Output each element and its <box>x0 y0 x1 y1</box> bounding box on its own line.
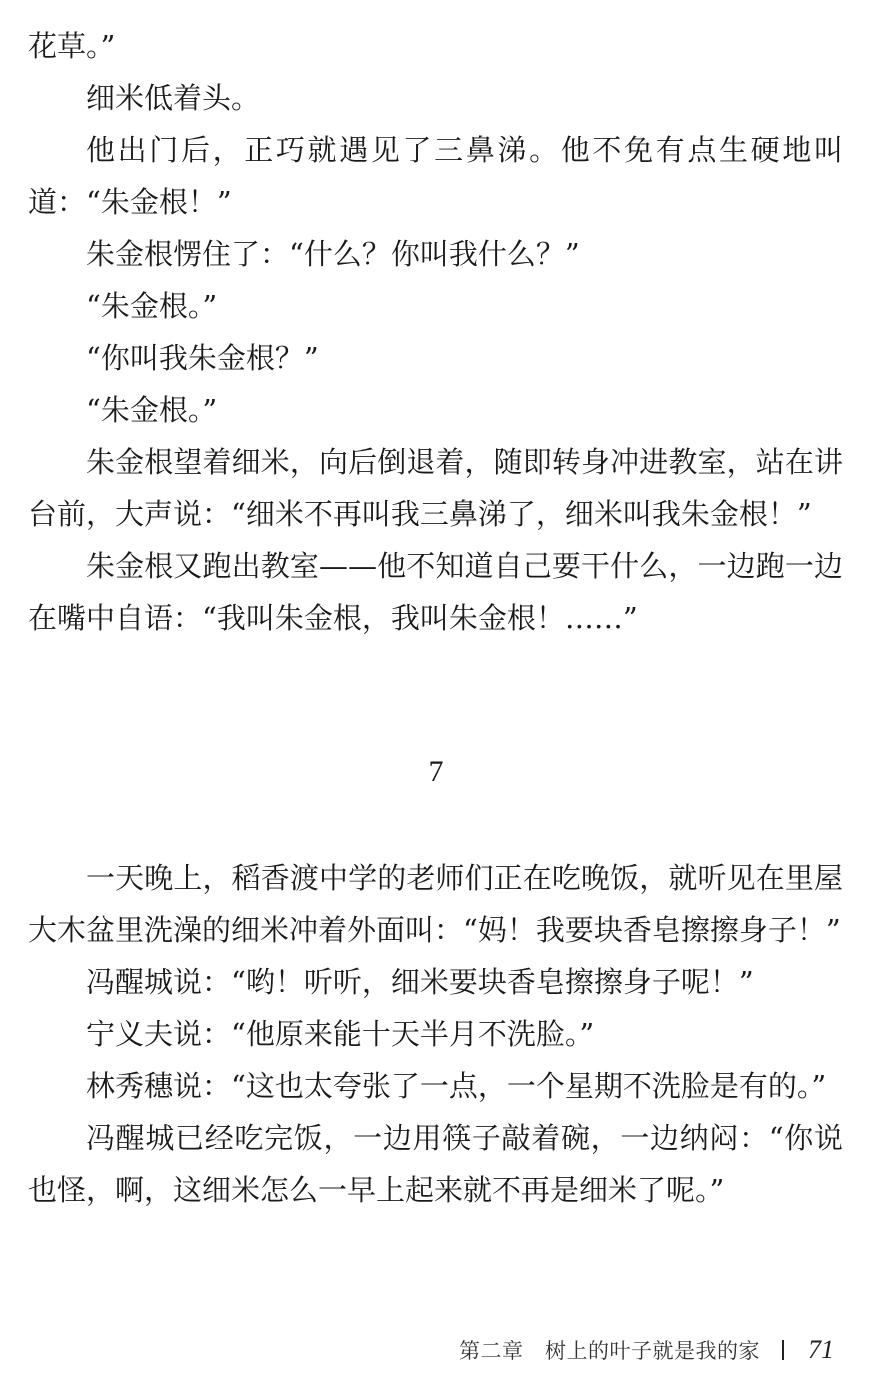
paragraph: 花草。” <box>28 29 116 63</box>
page-footer <box>459 1330 834 1370</box>
paragraph: “你叫我朱金根？” <box>86 341 319 375</box>
paragraph: 朱金根又跑出教室——他不知道自己要干什么，一边跑一边在嘴中自语：“我叫朱金根，我叫朱金根！……” <box>28 549 843 635</box>
paragraph: 朱金根愣住了：“什么？你叫我什么？” <box>86 237 580 271</box>
chapter-title: 第二章 树上的叶子就是我的家 <box>459 1339 760 1363</box>
text-block-top <box>28 20 843 644</box>
paragraph: 朱金根望着细米，向后倒退着，随即转身冲进教室，站在讲台前，大声说：“细米不再叫我三鼻涕了，细米叫我朱金根！” <box>28 445 843 531</box>
paragraph: “朱金根。” <box>86 393 218 427</box>
paragraph: 林秀穗说：“这也太夸张了一点，一个星期不洗脸是有的。” <box>86 1069 827 1103</box>
text-block-bottom <box>28 852 843 1216</box>
paragraph: 宁义夫说：“他原来能十天半月不洗脸。” <box>86 1017 595 1051</box>
paragraph: 他出门后，正巧就遇见了三鼻涕。他不免有点生硬地叫道：“朱金根！” <box>28 133 843 219</box>
section-number: 7 <box>428 755 444 788</box>
paragraph: 冯醒城说：“哟！听听，细米要块香皂擦擦身子呢！” <box>86 965 754 999</box>
paragraph: 冯醒城已经吃完饭，一边用筷子敲着碗，一边纳闷：“你说也怪，啊，这细米怎么一早上起来就不再是细米了呢。” <box>28 1121 843 1207</box>
paragraph: 细米低着头。 <box>86 81 261 115</box>
paragraph: 一天晚上，稻香渡中学的老师们正在吃晚饭，就听见在里屋大木盆里洗澡的细米冲着外面叫：“妈！我要块香皂擦擦身子！” <box>28 861 843 947</box>
paragraph: “朱金根。” <box>86 289 218 323</box>
page-number: 71 <box>808 1335 834 1364</box>
footer-divider <box>782 1340 784 1360</box>
